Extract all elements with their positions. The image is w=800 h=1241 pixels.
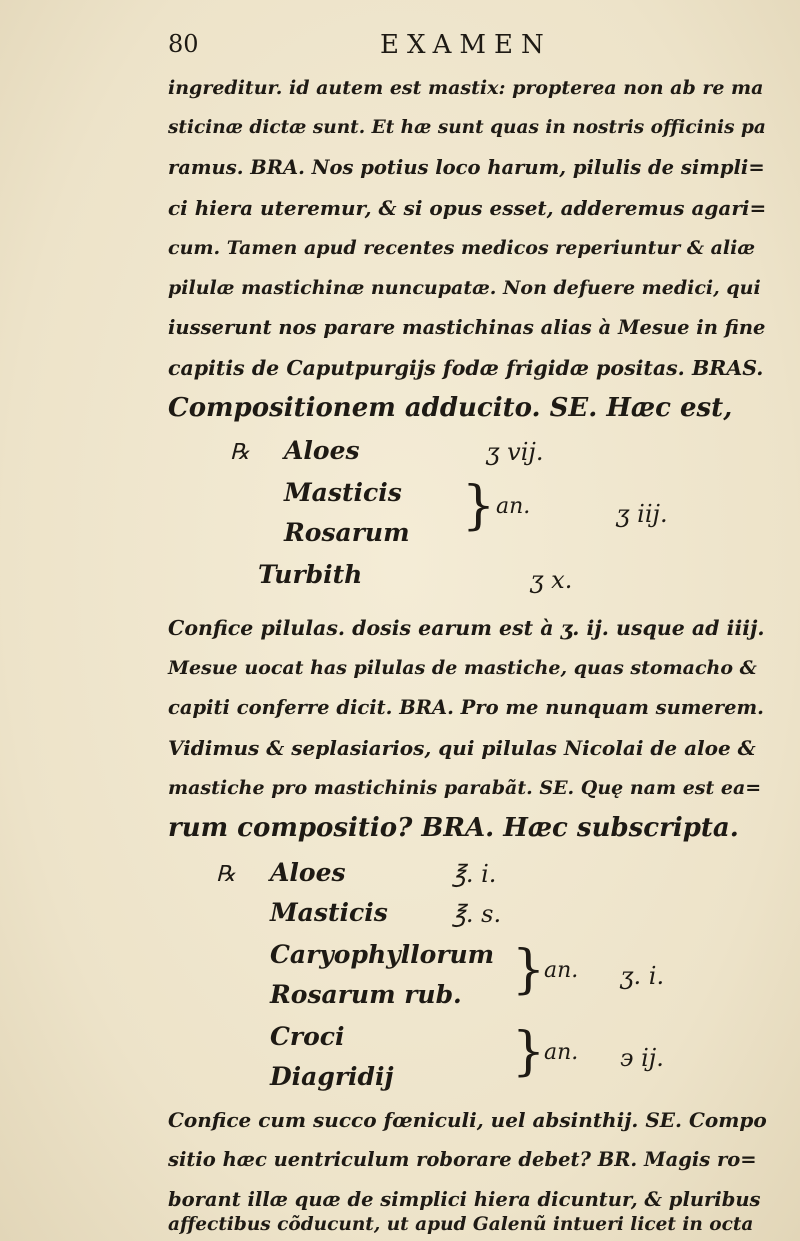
text-line: Vidimus & seplasiarios, qui pilulas Nicolai de aloe &: [168, 736, 756, 760]
text-line: Mesue uocat has pilulas de mastiche, quas stomacho &: [168, 657, 757, 679]
recipe-symbol: ℞: [216, 862, 236, 887]
ingredient-name: Masticis: [284, 478, 402, 507]
text-line: capiti conferre dicit. BRA. Pro me nunquam sumerem.: [168, 696, 764, 719]
text-line: rum compositio? BRA. Hæc subscripta.: [168, 813, 739, 843]
ingredient-qty: ʒ x.: [530, 566, 573, 594]
ingredient-name: Rosarum rub.: [270, 980, 462, 1009]
ingredient-name: Rosarum: [284, 518, 410, 547]
text-line: pilulæ mastichinæ nuncupatæ. Non defuere medici, qui: [168, 277, 761, 299]
text-line: cum. Tamen apud recentes medicos reperiuntur & aliæ: [168, 237, 756, 259]
text-line: ci hiera uteremur, & si opus esset, adderemus agari=: [168, 196, 767, 220]
ana-label: an.: [544, 1040, 579, 1065]
ingredient-qty: ℥. s.: [452, 900, 502, 928]
text-line: Confice cum succo fœniculi, uel absinthij. SE. Compo: [168, 1108, 767, 1132]
text-line: ramus. BRA. Nos potius loco harum, pilulis de simpli=: [168, 156, 765, 179]
text-line: mastiche pro mastichinis parabãt. SE. Quę nam est ea=: [168, 777, 762, 799]
ana-qty: ʒ. i.: [620, 962, 665, 990]
ana-qty: ϶ ij.: [620, 1044, 664, 1072]
brace-icon: }: [462, 476, 496, 536]
text-line: borant illæ quæ de simplici hiera dicuntur, & pluribus: [168, 1188, 761, 1211]
page-number: 80: [168, 30, 199, 58]
text-line: capitis de Caputpurgijs fodæ frigidæ positas. BRAS.: [168, 356, 764, 380]
ana-label: an.: [544, 958, 579, 983]
ingredient-name: Aloes: [284, 436, 360, 465]
ingredient-name: Turbith: [258, 560, 363, 589]
ingredient-name: Caryophyllorum: [270, 940, 495, 969]
ingredient-qty: ℥. i.: [452, 860, 497, 888]
text-line: iusserunt nos parare mastichinas alias à Mesue in fine: [168, 316, 766, 339]
brace-icon: }: [512, 1022, 546, 1082]
ana-label: an.: [496, 494, 531, 519]
running-title: EXAMEN: [380, 30, 552, 60]
text-line: ingreditur. id autem est mastix: propterea non ab re ma: [168, 77, 764, 99]
ingredient-name: Diagridij: [270, 1062, 394, 1091]
brace-icon: }: [512, 940, 546, 1000]
ingredient-name: Masticis: [270, 898, 388, 927]
ingredient-name: Aloes: [270, 858, 346, 887]
ana-qty: ʒ iij.: [616, 500, 668, 528]
text-line: Compositionem adducito. SE. Hæc est,: [168, 393, 733, 423]
recipe-symbol: ℞: [230, 440, 250, 465]
text-line: sitio hæc uentriculum roborare debet? BR. Magis ro=: [168, 1148, 757, 1171]
text-line: sticinæ dictæ sunt. Et hæ sunt quas in nostris officinis pa: [168, 117, 766, 138]
page-header: [168, 30, 688, 66]
text-line: affectibus cõducunt, ut apud Galenũ intueri licet in octa: [168, 1214, 754, 1235]
ingredient-name: Croci: [270, 1022, 345, 1051]
ingredient-qty: ʒ vij.: [486, 438, 544, 466]
text-line: Confice pilulas. dosis earum est à ʒ. ij. usque ad iiij.: [168, 616, 765, 640]
